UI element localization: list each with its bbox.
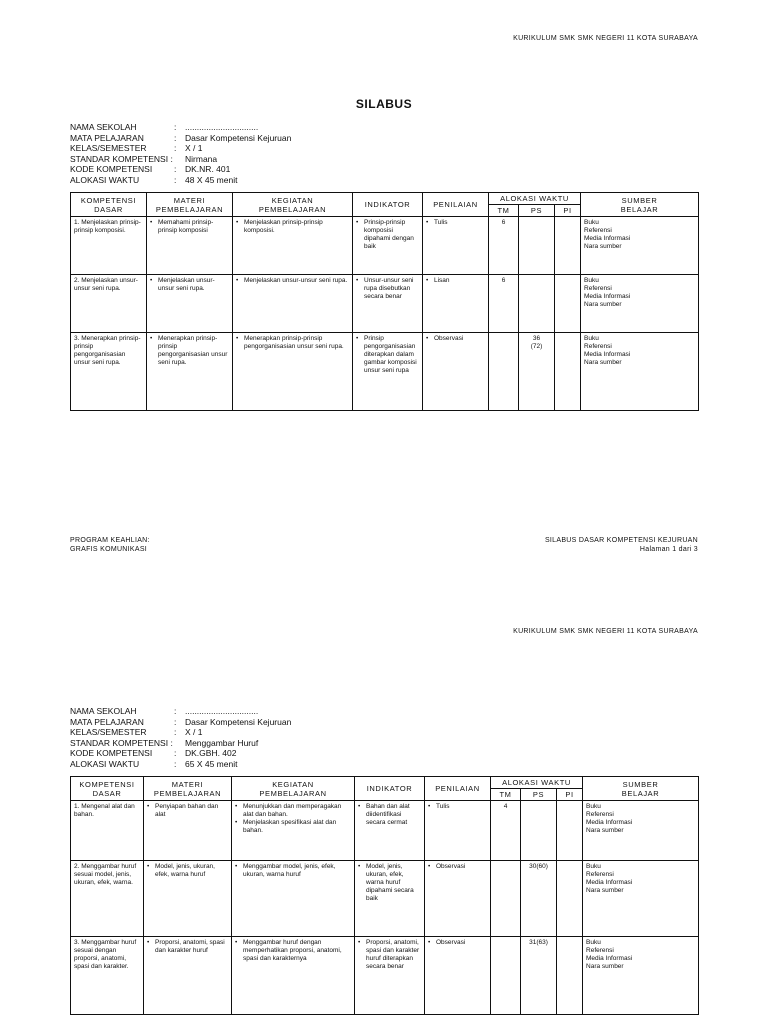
penilaian-text: Observasi xyxy=(436,939,466,946)
indikator-cell xyxy=(353,333,423,411)
ps-cell xyxy=(519,217,555,275)
tm-cell xyxy=(489,333,519,411)
indikator-cell xyxy=(355,801,425,861)
identity-colon: : xyxy=(174,758,177,769)
bullet-item xyxy=(236,277,349,285)
col-alokasi-header: ALOKASI WAKTU xyxy=(491,777,583,789)
identity-colon: : xyxy=(174,706,177,716)
bullet-icon: • xyxy=(426,335,429,342)
table-row xyxy=(71,217,699,275)
identity-value: ............................... xyxy=(185,706,259,716)
identity-row xyxy=(70,706,291,717)
identity-row xyxy=(70,154,291,165)
bullet-item xyxy=(150,277,229,293)
bullet-item xyxy=(356,219,419,251)
col-pi-header: PI xyxy=(555,205,581,217)
bullet-item xyxy=(235,863,351,879)
kegiatan-text: Menggambar model, jenis, efek, ukuran, warna huruf xyxy=(243,863,336,878)
materi-text: Memahami prinsip-prinsip komposisi xyxy=(158,219,214,234)
col-penilaian-header: PENILAIAN xyxy=(425,777,491,801)
pi-cell xyxy=(555,333,581,411)
sumber-cell: Buku Referensi Media Informasi Nara sumber xyxy=(583,937,699,1015)
table-row xyxy=(71,801,699,861)
penilaian-cell xyxy=(423,217,489,275)
identity-colon: : xyxy=(174,164,177,174)
penilaian-text: Observasi xyxy=(434,335,464,342)
bullet-icon: • xyxy=(426,277,429,284)
col-ps-header: PS xyxy=(519,205,555,217)
bullet-item xyxy=(428,803,487,811)
identity-value: X / 1 xyxy=(185,143,203,153)
identity-row xyxy=(70,727,291,738)
bullet-item xyxy=(356,277,419,301)
col-kompetensi-header: KOMPETENSI DASAR xyxy=(71,777,144,801)
bullet-icon: • xyxy=(150,277,153,284)
table-row xyxy=(71,861,699,937)
col-tm-header: TM xyxy=(491,789,521,801)
col-indikator-header: INDIKATOR xyxy=(353,193,423,217)
table-row xyxy=(71,333,699,411)
identity-value: Menggambar Huruf xyxy=(185,737,259,748)
tm-cell: 6 xyxy=(489,217,519,275)
identity-value: 65 X 45 menit xyxy=(185,758,238,769)
page1-footer-program: PROGRAM KEAHLIAN: GRAFIS KOMUNIKASI xyxy=(70,537,150,553)
identity-label: KODE KOMPETENSI xyxy=(70,164,153,174)
identity-label: KODE KOMPETENSI xyxy=(70,748,153,758)
bullet-icon: • xyxy=(236,277,239,284)
identity-row xyxy=(70,122,291,133)
bullet-item xyxy=(150,335,229,367)
page1-syllabus-table xyxy=(70,192,699,411)
col-ps-header: PS xyxy=(521,789,557,801)
page1-curriculum-header: KURIKULUM SMK SMK NEGERI 11 KOTA SURABAYA xyxy=(513,35,698,42)
materi-cell xyxy=(147,333,233,411)
indikator-cell xyxy=(353,217,423,275)
identity-row xyxy=(70,175,291,186)
bullet-item xyxy=(147,863,228,879)
bullet-item xyxy=(358,803,421,827)
bullet-icon: • xyxy=(147,863,150,870)
kegiatan-cell xyxy=(232,937,355,1015)
bullet-icon: • xyxy=(147,939,150,946)
identity-label: STANDAR KOMPETENSI : xyxy=(70,737,173,748)
bullet-item xyxy=(150,219,229,235)
ps-cell xyxy=(521,801,557,861)
pi-cell xyxy=(557,937,583,1015)
tm-cell xyxy=(491,937,521,1015)
identity-label: ALOKASI WAKTU xyxy=(70,758,140,769)
identity-label: NAMA SEKOLAH xyxy=(70,122,137,132)
identity-colon: : xyxy=(174,174,177,185)
identity-value: 48 X 45 menit xyxy=(185,174,238,185)
penilaian-cell xyxy=(423,275,489,333)
penilaian-cell xyxy=(425,937,491,1015)
bullet-item xyxy=(426,277,485,285)
identity-colon: : xyxy=(174,122,177,132)
bullet-item xyxy=(428,939,487,947)
tm-cell xyxy=(491,861,521,937)
header-row xyxy=(71,193,699,205)
col-indikator-header: INDIKATOR xyxy=(355,777,425,801)
kompetensi-cell: 2. Menjelaskan unsur-unsur seni rupa. xyxy=(71,275,147,333)
bullet-item xyxy=(235,803,351,819)
materi-text: Model, jenis, ukuran, efek, warna huruf xyxy=(155,863,215,878)
kegiatan-cell xyxy=(233,217,353,275)
bullet-icon: • xyxy=(428,939,431,946)
table-row xyxy=(71,275,699,333)
penilaian-text: Tulis xyxy=(436,803,450,810)
indikator-text: Prinsip-prinsip komposisi dipahami dengan baik xyxy=(364,219,414,250)
sumber-cell: Buku Referensi Media Informasi Nara sumber xyxy=(581,333,699,411)
tm-cell: 4 xyxy=(491,801,521,861)
tm-cell: 6 xyxy=(489,275,519,333)
pi-cell xyxy=(555,217,581,275)
penilaian-cell xyxy=(425,801,491,861)
indikator-text: Model, jenis, ukuran, efek, warna huruf dipahami secara baik xyxy=(366,863,414,902)
page2-identity-block xyxy=(70,706,291,769)
bullet-item xyxy=(426,335,485,343)
kegiatan-text: Menggambar huruf dengan memperhatikan proporsi, anatomi, spasi dan karakternya xyxy=(243,939,342,962)
identity-colon: : xyxy=(174,748,177,758)
pi-cell xyxy=(557,801,583,861)
materi-text: Penyiapan bahan dan alat xyxy=(155,803,219,818)
materi-text: Proporsi, anatomi, spasi dan karakter huruf xyxy=(155,939,225,954)
pi-cell xyxy=(557,861,583,937)
identity-row xyxy=(70,748,291,759)
col-tm-header: TM xyxy=(489,205,519,217)
bullet-icon: • xyxy=(235,819,238,826)
col-pi-header: PI xyxy=(557,789,583,801)
identity-value: Dasar Kompetensi Kejuruan xyxy=(185,716,292,727)
kompetensi-cell: 1. Menjelaskan prinsip-prinsip komposisi. xyxy=(71,217,147,275)
col-materi-header: MATERI PEMBELAJARAN xyxy=(147,193,233,217)
bullet-item xyxy=(356,335,419,375)
identity-label: STANDAR KOMPETENSI : xyxy=(70,153,173,164)
indikator-cell xyxy=(355,937,425,1015)
page2-table-header xyxy=(71,777,699,801)
bullet-item xyxy=(358,863,421,903)
bullet-item xyxy=(147,939,228,955)
kegiatan-cell xyxy=(232,861,355,937)
bullet-icon: • xyxy=(235,863,238,870)
bullet-item xyxy=(236,335,349,351)
pi-cell xyxy=(555,275,581,333)
penilaian-text: Tulis xyxy=(434,219,448,226)
identity-label: MATA PELAJARAN xyxy=(70,716,144,727)
bullet-item xyxy=(235,819,351,835)
identity-row xyxy=(70,759,291,770)
bullet-icon: • xyxy=(150,219,153,226)
kegiatan-text: Menjelaskan prinsip-prinsip komposisi. xyxy=(244,219,323,234)
bullet-item xyxy=(358,939,421,971)
identity-colon: : xyxy=(174,143,177,153)
bullet-item xyxy=(236,219,349,235)
penilaian-cell xyxy=(425,861,491,937)
indikator-text: Unsur-unsur seni rupa disebutkan secara benar xyxy=(364,277,414,300)
col-kegiatan-header: KEGIATAN PEMBELAJARAN xyxy=(233,193,353,217)
identity-label: ALOKASI WAKTU xyxy=(70,174,140,185)
materi-cell xyxy=(144,861,232,937)
materi-cell xyxy=(147,217,233,275)
sumber-cell: Buku Referensi Media Informasi Nara sumber xyxy=(583,861,699,937)
kompetensi-cell: 3. Menggambar huruf sesuai dengan proporsi, anatomi, spasi dan karakter. xyxy=(71,937,144,1015)
col-penilaian-header: PENILAIAN xyxy=(423,193,489,217)
identity-row xyxy=(70,164,291,175)
identity-value: DK.NR. 401 xyxy=(185,164,231,174)
kegiatan-text: Menunjukkan dan memperagakan alat dan bahan. xyxy=(243,803,342,818)
col-sumber-header: SUMBER BELAJAR xyxy=(581,193,699,217)
bullet-icon: • xyxy=(236,335,239,342)
bullet-icon: • xyxy=(358,863,361,870)
identity-row xyxy=(70,143,291,154)
table-row xyxy=(71,937,699,1015)
bullet-icon: • xyxy=(356,219,359,226)
col-kegiatan-header: KEGIATAN PEMBELAJARAN xyxy=(232,777,355,801)
penilaian-text: Observasi xyxy=(436,863,466,870)
bullet-icon: • xyxy=(356,335,359,342)
bullet-icon: • xyxy=(235,803,238,810)
col-sumber-header: SUMBER BELAJAR xyxy=(583,777,699,801)
identity-label: KELAS/SEMESTER xyxy=(70,143,147,153)
bullet-icon: • xyxy=(356,277,359,284)
kegiatan-text: Menjelaskan unsur-unsur seni rupa. xyxy=(244,277,348,284)
identity-value: X / 1 xyxy=(185,727,203,737)
materi-cell xyxy=(144,937,232,1015)
bullet-icon: • xyxy=(358,939,361,946)
indikator-text: Prinsip pengorganisasian diterapkan dalam gambar komposisi unsur seni rupa xyxy=(364,335,417,374)
bullet-icon: • xyxy=(428,803,431,810)
sumber-cell: Buku Referensi Media Informasi Nara sumber xyxy=(583,801,699,861)
materi-text: Menerapkan prinsip-prinsip pengorganisasian unsur seni rupa. xyxy=(158,335,228,366)
col-alokasi-header: ALOKASI WAKTU xyxy=(489,193,581,205)
sumber-cell: Buku Referensi Media Informasi Nara sumber xyxy=(581,217,699,275)
ps-cell: 31(63) xyxy=(521,937,557,1015)
ps-cell: 30(60) xyxy=(521,861,557,937)
bullet-icon: • xyxy=(150,335,153,342)
identity-value: Nirmana xyxy=(185,153,218,164)
header-row xyxy=(71,777,699,789)
identity-label: NAMA SEKOLAH xyxy=(70,706,137,716)
bullet-icon: • xyxy=(426,219,429,226)
indikator-text: Bahan dan alat diidentifikasi secara cermat xyxy=(366,803,410,826)
bullet-icon: • xyxy=(428,863,431,870)
ps-cell xyxy=(519,275,555,333)
materi-cell xyxy=(144,801,232,861)
identity-colon: : xyxy=(174,727,177,737)
identity-colon: : xyxy=(174,716,177,727)
bullet-icon: • xyxy=(147,803,150,810)
identity-row xyxy=(70,133,291,144)
bullet-icon: • xyxy=(235,939,238,946)
page1-identity-block xyxy=(70,122,291,185)
sumber-cell: Buku Referensi Media Informasi Nara sumber xyxy=(581,275,699,333)
kegiatan-text: Menjelaskan spesifikasi alat dan bahan. xyxy=(243,819,337,834)
page1-footer-page-info: SILABUS DASAR KOMPETENSI KEJURUAN Halaman 1 dari 3 xyxy=(544,537,698,553)
identity-label: KELAS/SEMESTER xyxy=(70,727,147,737)
bullet-icon: • xyxy=(236,219,239,226)
col-kompetensi-header: KOMPETENSI DASAR xyxy=(71,193,147,217)
identity-value: DK.GBH. 402 xyxy=(185,748,237,758)
identity-label: MATA PELAJARAN xyxy=(70,132,144,143)
page1-table-header xyxy=(71,193,699,217)
penilaian-cell xyxy=(423,333,489,411)
bullet-icon: • xyxy=(358,803,361,810)
kegiatan-text: Menerapkan prinsip-prinsip pengorganisasian unsur seni rupa. xyxy=(244,335,344,350)
kegiatan-cell xyxy=(232,801,355,861)
page2-curriculum-header: KURIKULUM SMK SMK NEGERI 11 KOTA SURABAYA xyxy=(513,628,698,635)
identity-value: Dasar Kompetensi Kejuruan xyxy=(185,132,292,143)
identity-row xyxy=(70,717,291,728)
kegiatan-cell xyxy=(233,333,353,411)
kompetensi-cell: 3. Menerapkan prinsip-prinsip pengorganisasian unsur seni rupa. xyxy=(71,333,147,411)
kompetensi-cell: 2. Menggambar huruf sesuai model, jenis, ukuran, efek, warna. xyxy=(71,861,144,937)
identity-colon: : xyxy=(174,132,177,143)
kompetensi-cell: 1. Mengenal alat dan bahan. xyxy=(71,801,144,861)
page2-syllabus-table xyxy=(70,776,699,1015)
indikator-cell xyxy=(353,275,423,333)
identity-value: ............................... xyxy=(185,122,259,132)
col-materi-header: MATERI PEMBELAJARAN xyxy=(144,777,232,801)
indikator-text: Proporsi, anatomi, spasi dan karakter huruf diterapkan secara benar xyxy=(366,939,420,970)
bullet-item xyxy=(147,803,228,819)
bullet-item xyxy=(235,939,351,963)
identity-row xyxy=(70,738,291,749)
page1-title: SILABUS xyxy=(355,97,413,111)
materi-cell xyxy=(147,275,233,333)
ps-cell: 36 (72) xyxy=(519,333,555,411)
bullet-item xyxy=(428,863,487,871)
penilaian-text: Lisan xyxy=(434,277,450,284)
indikator-cell xyxy=(355,861,425,937)
kegiatan-cell xyxy=(233,275,353,333)
materi-text: Menjelaskan unsur-unsur seni rupa. xyxy=(158,277,215,292)
bullet-item xyxy=(426,219,485,227)
